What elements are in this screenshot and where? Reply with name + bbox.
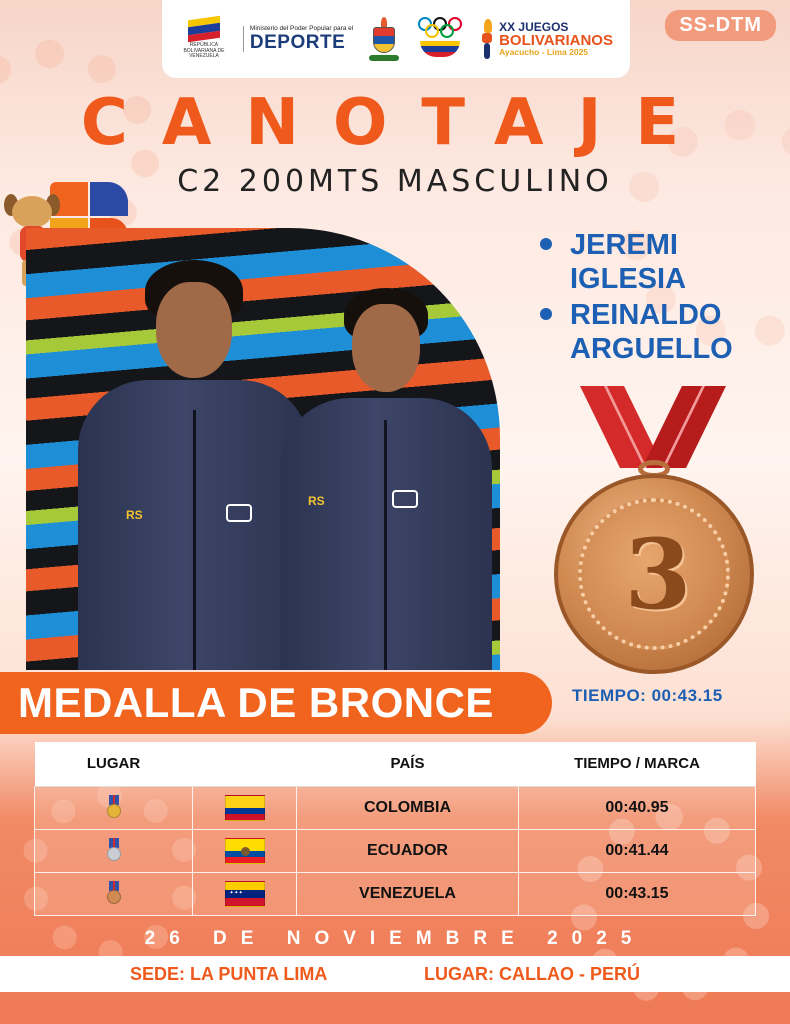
column-header-tiempo: TIEMPO / MARCA bbox=[519, 742, 756, 786]
country-name: VENEZUELA bbox=[297, 872, 519, 915]
time-value: 00:43.15 bbox=[651, 686, 723, 705]
olympic-committee-logo bbox=[415, 17, 465, 61]
bronze-medal-icon bbox=[106, 881, 122, 907]
colombia-flag-icon bbox=[225, 795, 265, 821]
country-name: COLOMBIA bbox=[297, 786, 519, 829]
time-readout bbox=[572, 686, 723, 706]
time-mark: 00:40.95 bbox=[519, 786, 756, 829]
athlete-name: REINALDO ARGUELLO bbox=[536, 298, 776, 366]
table-row bbox=[35, 829, 756, 872]
event-date: 26 DE NOVIEMBRE 2025 bbox=[144, 928, 646, 949]
ministry-logo bbox=[243, 26, 353, 52]
ecuador-flag-icon bbox=[225, 838, 265, 864]
silver-medal-icon bbox=[106, 838, 122, 864]
location-text: LUGAR: CALLAO - PERÚ bbox=[424, 963, 640, 984]
time-mark: 00:41.44 bbox=[519, 829, 756, 872]
column-header-lugar: LUGAR bbox=[35, 742, 193, 786]
results-table bbox=[34, 742, 756, 916]
juegos-title-line1: XX JUEGOS bbox=[499, 20, 569, 35]
gold-medal-icon bbox=[106, 795, 122, 821]
ministry-big-text: DEPORTE bbox=[249, 31, 346, 53]
table-row bbox=[35, 786, 756, 829]
bronze-medal-icon bbox=[554, 386, 754, 676]
table-header-row bbox=[35, 742, 756, 786]
torch-icon bbox=[479, 19, 495, 59]
medal-label: MEDALLA DE BRONCE bbox=[18, 679, 494, 726]
medal-banner bbox=[0, 672, 552, 734]
medal-position-number: 3 bbox=[624, 518, 692, 631]
venezuela-flag-icon bbox=[188, 16, 220, 42]
ministry-small-text: Ministerio del Poder Popular para el bbox=[249, 25, 354, 33]
athletes-list bbox=[536, 228, 776, 368]
juegos-bolivarianos-logo bbox=[479, 19, 613, 59]
venezuela-flag-icon bbox=[225, 881, 265, 907]
athletes-photo bbox=[26, 228, 500, 670]
olympic-rings-icon bbox=[418, 17, 462, 39]
athlete-name: JEREMI IGLESIA bbox=[536, 228, 776, 296]
footer-bar bbox=[0, 956, 790, 992]
venue-text: SEDE: LA PUNTA LIMA bbox=[130, 963, 328, 984]
athlete-figure: RS bbox=[280, 288, 492, 670]
table-row bbox=[35, 872, 756, 915]
column-header-flag bbox=[193, 742, 297, 786]
government-logo-text: REPÚBLICA BOLIVARIANA DE VENEZUELA bbox=[183, 42, 225, 60]
venezuela-government-logo bbox=[179, 18, 229, 60]
juegos-title-line3: Ayacucho - Lima 2025 bbox=[499, 47, 589, 58]
page-title: CANOTAJE bbox=[80, 86, 714, 160]
athlete-figure: RS bbox=[78, 260, 310, 670]
logos-header bbox=[162, 0, 630, 78]
code-badge: SS-DTM bbox=[665, 10, 776, 41]
sports-crest-icon bbox=[367, 17, 401, 61]
time-mark: 00:43.15 bbox=[519, 872, 756, 915]
country-name: ECUADOR bbox=[297, 829, 519, 872]
event-subtitle: C2 200MTS MASCULINO bbox=[177, 164, 613, 199]
column-header-pais: PAÍS bbox=[297, 742, 519, 786]
juegos-title-line2: BOLIVARIANOS bbox=[499, 32, 613, 50]
time-label: TIEMPO: bbox=[572, 686, 647, 705]
